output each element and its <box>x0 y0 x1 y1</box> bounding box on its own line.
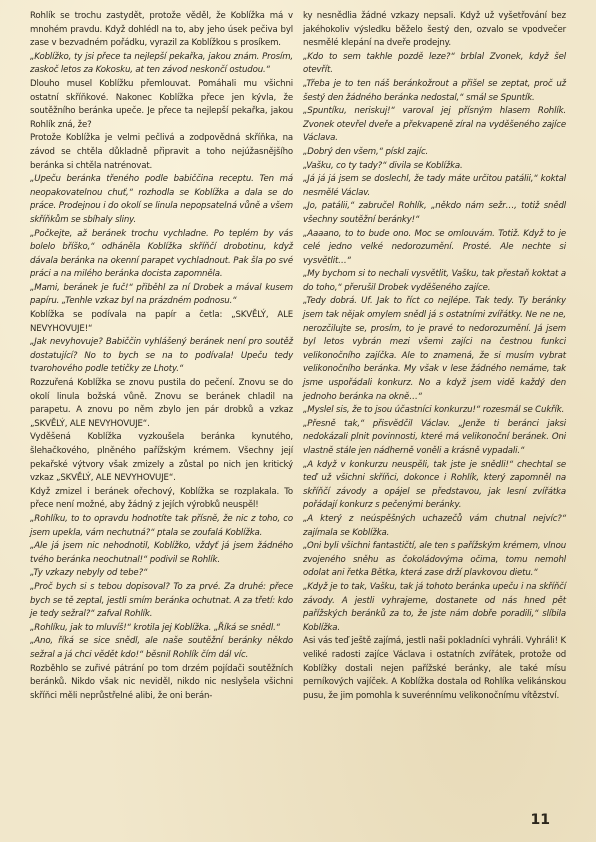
paragraph: „Upeču beránka třeného podle babiččina receptu. Ten má neopakovatelnou chuť,“ rozhodla se Koblížka a dala se do práce. Prodejnou i do okolí se linula nepopsatelná vůně a všem skříňkům se sbíhaly sliny. <box>30 174 293 225</box>
paragraph: Koblížka se podívala na papír a četla: „SKVĚLÝ, ALE NEVYHOVUJE!“ <box>30 310 293 334</box>
paragraph: Asi vás teď ještě zajímá, jestli naši pokladníci vyhráli. Vyhráli! K veliké radosti zajíce Václava i ostatních zvířátek, protože od Koblížky dostali nejen pařížské beránky, ale také mísu perníkových vajíček. A Koblížka dostala od Rohlíka velikánskou pusu, že jim pomohla k suverénnímu velikonočnímu vítězství. <box>303 636 566 701</box>
paragraph: „Spuntíku, neriskuj!“ varoval jej přísným hlasem Rohlík. Zvonek otevřel dveře a překvapeně zíral na vyděšeného zajíce Václava. <box>303 106 566 144</box>
paragraph: ky nesnědlia žádné vzkazy nepsali. Když už vyšetřování bez jakéhokoliv výsledku běželo šestý den, ozvalo se vpodvečer nesmělé klepání na dveře prodejny. <box>303 11 566 49</box>
paragraph: „Počkejte, až beránek trochu vychladne. Po teplém by vás bolelo bříško,“ odháněla Koblížka skříňčí drobotinu, když dávala beránka na okenní parapet vychladnout. Pak šla po své práci a na milého beránka docista zapomněla. <box>30 228 293 280</box>
paragraph: „Ale já jsem nic nehodnotil, Koblížko, vždyť já jsem žádného tvého beránka neochutnal!“ podivil se Rohlík. <box>30 541 293 565</box>
paragraph: Rohlík se trochu zastydět, protože věděl, že Koblížka má v mnohém pravdu. Když dohlédl na to, aby jeho úsek pečiva byl zase v bezvadném pořádku, vyrazil za Koblížkou s prosíkem. <box>30 11 293 49</box>
paragraph: Vyděšená Koblížka vyzkoušela beránka kynutého, šlehačkového, plněného pařížským krémem. Všechny její pekařské výtvory však zmizely a zůstal po nich jen kritický vzkaz „SKVĚLÝ, ALE NEVYHOVUJE“. <box>30 432 293 484</box>
paragraph: „A když v konkurzu neuspěli, tak jste je snědli!“ chechtal se teď už všichni skříňci, dokonce i Rohlík, který zapomněl na skříňčí závody a opájel se představou, jak lesní zvířátka pořádají konkurz s pečenými beránky. <box>303 459 566 511</box>
paragraph: „Já já já jsem se doslechl, že tady máte určitou patálii,“ koktal nesmělé Václav. <box>303 174 566 198</box>
paragraph: „Třeba je to ten náš beránkožrout a přišel se zeptat, proč už šestý den žádného beránka nedostal,“ smál se Spuntík. <box>303 78 566 103</box>
paragraph: „Aaaano, to to bude ono. Moc se omlouvám. Totiž. Když to je celé jedno velké nedorozumění. Prosté. Ale nechte si vysvětlit…“ <box>303 228 566 266</box>
paragraph: Protože Koblížka je velmi pečlivá a zodpovědná skříňka, na závod se chtěla důkladně připravit a toho nejúžasnějšího beránka si chtěla natrénovat. <box>30 133 293 171</box>
paragraph: Rozzuřená Koblížka se znovu pustila do pečení. Znovu se do okolí linula božská vůně. Znovu se beránek chladil na parapetu. A znovu po něm zbylo jen pár drobků a vzkaz „SKVĚLÝ, ALE NEVYHOVUJE“. <box>30 378 293 429</box>
paragraph: „Přesně tak,“ přisvědčil Václav. „Jenže ti beránci jaksi nedokázali plnit povinnosti, které má velikonoční beránek. Oni vlastně stále jen nádherně voněli a krásně vypadali.“ <box>303 418 566 456</box>
paragraph: „Dobrý den všem,“ pískl zajíc. <box>303 146 429 157</box>
paragraph: „Oni byli všichni fantastičtí, ale ten s pařížským krémem, vlnou zvojeného sněhu as čokoládovýma očima, tomu nemohl odolat ani řetka Bětka, která zase drží plavkovou dietu.“ <box>303 541 566 579</box>
right-column <box>303 10 566 703</box>
paragraph: „Rohlíku, jak to mluvíš!“ krotila jej Koblížka. „Říká se snědl.“ <box>30 622 280 633</box>
paragraph: „Mami, beránek je fuč!“ přiběhl za ní Drobek a mával kusem papíru. „Tenhle vzkaz byl na prázdném podnosu.“ <box>30 282 293 307</box>
paragraph: „Ano, říká se sice snědl, ale naše soutěžní beránky někdo sežral a já chci vědět kdo!“ běsnil Rohlík čím dál víc. <box>30 636 293 660</box>
paragraph: Dlouho musel Koblížku přemlouvat. Pomáhali mu všichni ostatní skříňkové. Nakonec Koblížka přece jen kývla, že soutěžního beránka upeče. Je přece ta nejlepší pekařka, jakou Rohlík zná, že? <box>30 78 293 130</box>
paragraph: „Proč bych si s tebou dopisoval? To za prvé. Za druhé: přece bych se tě zeptal, jestli smím beránka ochutnat. A za třetí: kdo je tedy sežral?“ zafval Rohlík. <box>30 581 293 620</box>
paragraph: „Kdo to sem takhle pozdě leze?“ brblal Zvonek, když šel otevřít. <box>303 51 566 76</box>
left-column <box>30 10 293 703</box>
page-number: 11 <box>530 812 550 828</box>
paragraph: „Když je to tak, Vašku, tak já tohoto beránka upeču i na skříňčí závody. A jestli vyhrajeme, dostanete od nás hned pět pařížských beránků za to, že jste nám dobře poradili,“ slíbila Koblížka. <box>303 581 566 633</box>
paragraph: „Rohlíku, to to opravdu hodnotíte tak přísně, že nic z toho, co jsem upekla, vám nechutná?“ ptala se zoufalá Koblížka. <box>30 513 293 538</box>
paragraph: Rozběhlo se zuřivé pátrání po tom drzém pojídači soutěžních beránků. Nikdo však nic neviděl, nikdo nic neslyšela všichni skříňci měli neprůstřelné alibi, že oni berán- <box>30 663 293 701</box>
paragraph: „Jo, patálii,“ zabručel Rohlík, „někdo nám sežr…, totiž snědl všechny soutěžní beránky!“ <box>303 201 566 225</box>
paragraph: „Vašku, co ty tady?“ divila se Koblížka. <box>303 160 463 171</box>
paragraph: „Myslel sis, že to jsou účastníci konkurzu!“ rozesmál se Cukřík. <box>303 405 565 416</box>
paragraph: „Jak nevyhovuje? Babiččin vyhlášený beránek není pro soutěž dostatující? No to bych se na to podívala! Upeču tedy tvarohového podle tetičky ze Lhoty.“ <box>30 337 293 375</box>
paragraph: „Ty vzkazy nebyly od tebe?“ <box>30 568 148 579</box>
paragraph: „Koblížko, ty jsi přece ta nejlepší pekařka, jakou znám. Prosím, zaskoč letos za Kokosku, at ten závod neskončí ostudou.“ <box>30 51 293 76</box>
paragraph: „Tedy dobrá. Uf. Jak to říct co nejlépe. Tak tedy. Ty beránky jsem tak nějak omylem snědl já s ostatními zvířátky. Ne ne ne, nerozčilujte se, prosím, to je pravé to nedorozumění. Já jsem byl letos vybrán mezi všemi zajíci na čestnou funkci velikonočního zajíčka. Ale to znamená, že si musím vybrat velikonočního beránka. My však v lese žádného nemáme, tak jsme uspořádali konkurz. No a když jsem vidě každý den jednoho beránka na okně…“ <box>303 296 566 402</box>
paragraph: Když zmizel i beránek ořechový, Koblížka se rozplakala. To přece není možné, aby žádný z jejích výrobků neuspěl! <box>30 486 293 511</box>
paragraph: „A který z neúspěšných uchazečů vám chutnal nejvíc?“ zajímala se Koblížka. <box>303 513 566 538</box>
paragraph: „My bychom si to nechali vysvětlit, Vašku, tak přestaň koktat a do toho,“ přerušil Drobek vyděšeného zajíce. <box>303 269 566 293</box>
